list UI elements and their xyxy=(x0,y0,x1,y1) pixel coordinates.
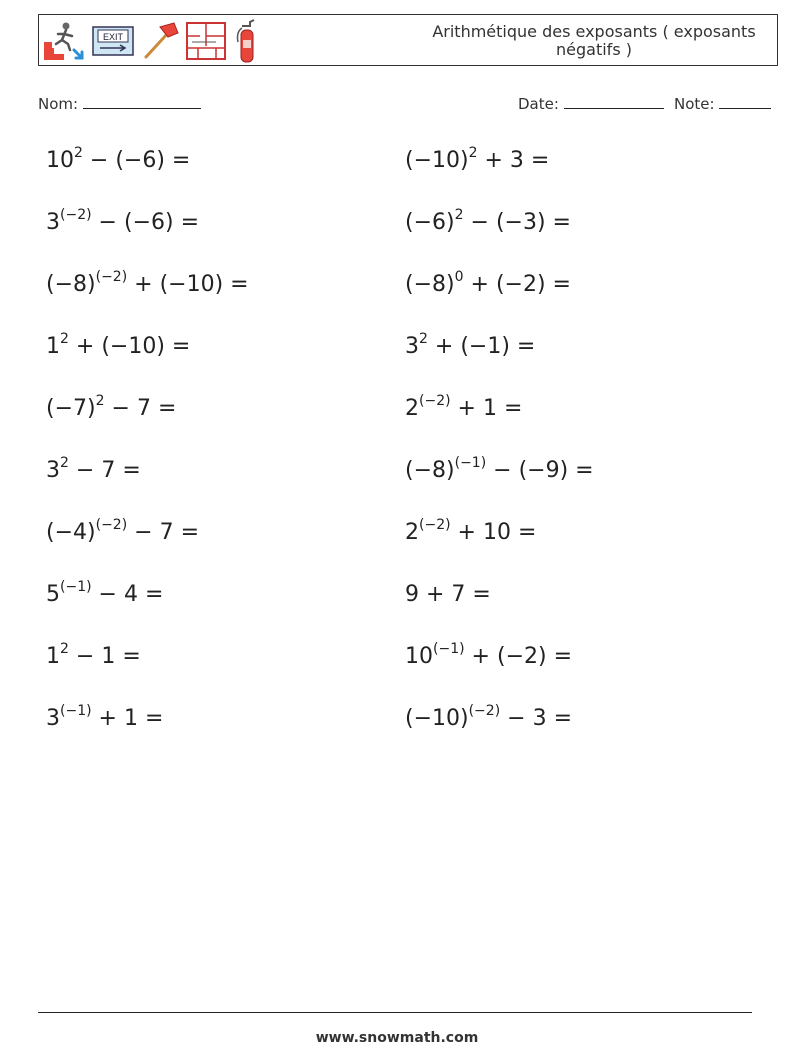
svg-text:EXIT: EXIT xyxy=(102,32,124,42)
problem-exponent: (−2) xyxy=(419,517,451,533)
problem-item xyxy=(405,455,594,483)
problem-item xyxy=(46,517,200,545)
problem-base: (−8) xyxy=(405,272,455,297)
problem-exponent: (−1) xyxy=(60,579,92,595)
problem-item xyxy=(46,393,177,421)
problem-exponent: 2 xyxy=(419,331,428,347)
problem-remainder: − (−6) = xyxy=(91,210,200,235)
problem-base: 10 xyxy=(405,644,433,669)
date-line[interactable] xyxy=(564,94,664,109)
score-label: Note: xyxy=(674,95,715,113)
problem-base: 3 xyxy=(46,210,60,235)
name-line[interactable] xyxy=(83,94,201,109)
problem-item xyxy=(46,641,141,669)
problem-item xyxy=(405,582,491,607)
problem-remainder: − (−6) = xyxy=(82,148,191,173)
problem-remainder: + (−1) = xyxy=(427,334,536,359)
problem-remainder: − 7 = xyxy=(104,396,177,421)
problem-base: (−10) xyxy=(405,706,469,731)
problem-remainder: + 1 = xyxy=(91,706,164,731)
problem-exponent: (−2) xyxy=(95,269,128,285)
problem-base: 3 xyxy=(405,334,419,359)
problem-exponent: 2 xyxy=(60,641,69,657)
score-line[interactable] xyxy=(719,94,771,109)
problem-exponent: 2 xyxy=(95,393,105,409)
problem-remainder: + (−2) = xyxy=(464,644,573,669)
problem-remainder: + 3 = xyxy=(477,148,550,173)
problem-base: 3 xyxy=(46,706,60,731)
running-exit-stairs-icon xyxy=(42,20,86,62)
problem-exponent: 0 xyxy=(454,269,464,285)
problem-item xyxy=(405,641,573,669)
problem-base: 1 xyxy=(46,644,60,669)
problem-item xyxy=(46,703,164,731)
problem-base: 2 xyxy=(405,396,419,421)
problem-base: (−8) xyxy=(46,272,96,297)
problem-item xyxy=(46,455,141,483)
problem-item xyxy=(46,331,191,359)
footer-divider xyxy=(38,1012,752,1013)
problem-exponent: (−2) xyxy=(419,393,451,409)
score-field[interactable] xyxy=(674,94,771,113)
problem-item xyxy=(405,331,536,359)
date-label: Date: xyxy=(518,95,559,113)
problem-base: (−10) xyxy=(405,148,469,173)
problem-base: 3 xyxy=(46,458,60,483)
problem-exponent: 2 xyxy=(60,331,69,347)
problem-remainder: − 7 = xyxy=(68,458,141,483)
problem-remainder: − 4 = xyxy=(91,582,164,607)
worksheet-title: Arithmétique des exposants ( exposants négatifs ) xyxy=(432,22,756,59)
problem-exponent: (−1) xyxy=(433,641,465,657)
problem-base: (−7) xyxy=(46,396,96,421)
problem-item xyxy=(405,207,571,235)
problem-item xyxy=(46,579,164,607)
problem-exponent: (−1) xyxy=(60,703,92,719)
problem-remainder: − (−9) = xyxy=(486,458,594,483)
problem-remainder: − 1 = xyxy=(68,644,141,669)
fire-axe-icon xyxy=(140,21,180,61)
problem-item xyxy=(46,269,249,297)
footer-website: www.snowmath.com xyxy=(315,1030,479,1046)
problem-remainder: + 1 = xyxy=(450,396,523,421)
problem-base: 9 + 7 = xyxy=(405,582,491,607)
problem-exponent: (−2) xyxy=(60,207,92,223)
problem-item xyxy=(46,145,191,173)
problem-remainder: − 3 = xyxy=(500,706,572,731)
worksheet-header xyxy=(38,14,778,66)
problem-exponent: (−1) xyxy=(454,455,487,471)
fire-extinguisher-icon xyxy=(232,18,262,64)
problem-remainder: + 10 = xyxy=(450,520,537,545)
problem-exponent: (−2) xyxy=(468,703,501,719)
problem-exponent: (−2) xyxy=(95,517,128,533)
exit-sign-icon xyxy=(92,26,134,56)
problem-base: (−4) xyxy=(46,520,96,545)
problem-item xyxy=(405,517,537,545)
name-label: Nom: xyxy=(38,95,79,113)
problem-base: 5 xyxy=(46,582,60,607)
problem-remainder: + (−10) = xyxy=(127,272,249,297)
problem-remainder: − 7 = xyxy=(127,520,200,545)
problem-base: (−6) xyxy=(405,210,455,235)
problem-remainder: − (−3) = xyxy=(463,210,571,235)
problem-exponent: 2 xyxy=(454,207,464,223)
problem-exponent: 2 xyxy=(60,455,69,471)
problem-base: (−8) xyxy=(405,458,455,483)
problem-item xyxy=(405,393,523,421)
problem-exponent: 2 xyxy=(74,145,83,161)
problem-remainder: + (−2) = xyxy=(463,272,571,297)
problem-base: 1 xyxy=(46,334,60,359)
problem-base: 2 xyxy=(405,520,419,545)
problem-exponent: 2 xyxy=(468,145,478,161)
problem-item xyxy=(405,703,572,731)
problem-item xyxy=(405,269,571,297)
date-field[interactable] xyxy=(518,94,664,113)
problem-remainder: + (−10) = xyxy=(68,334,191,359)
header-icons xyxy=(42,18,262,64)
name-field[interactable] xyxy=(38,94,201,113)
problem-item xyxy=(405,145,550,173)
floor-plan-icon xyxy=(186,22,226,60)
problem-base: 10 xyxy=(46,148,74,173)
problem-item xyxy=(46,207,200,235)
